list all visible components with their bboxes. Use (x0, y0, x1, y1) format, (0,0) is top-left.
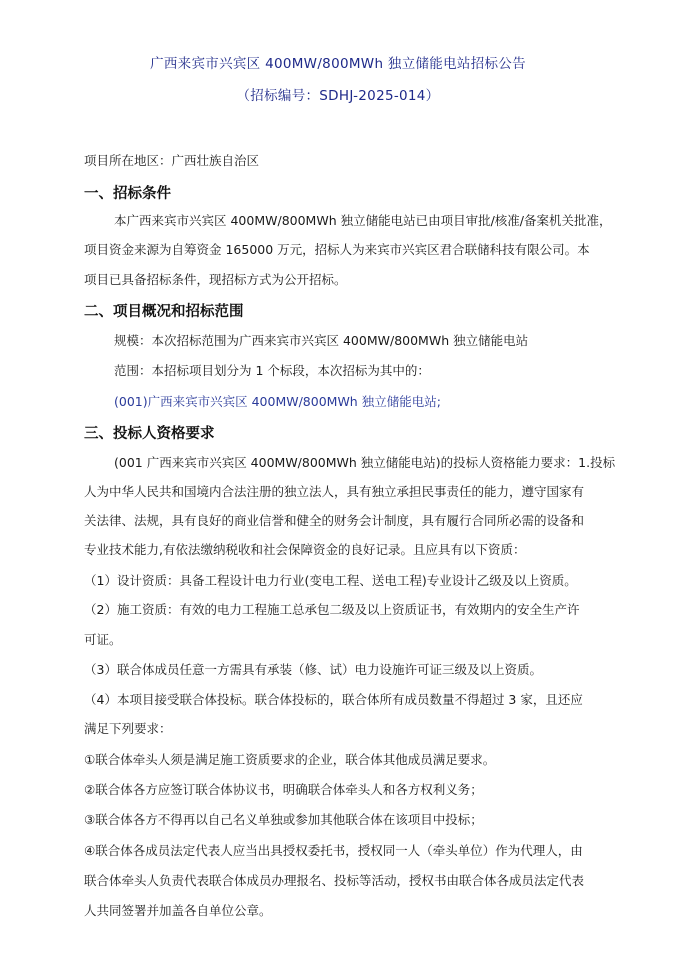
section-heading-3: 三、投标人资格要求 (84, 426, 215, 442)
section-2-line: 规模：本次招标范围为广西来宾市兴宾区 400MW/800MWh 独立储能电站 (114, 333, 529, 348)
section-3-line: （3）联合体成员任意一方需具有承装（修、试）电力设施许可证三级及以上资质。 (84, 662, 542, 677)
section-3-line: （1）设计资质：具备工程设计电力行业(变电工程、送电工程)专业设计乙级及以上资质。 (84, 573, 577, 588)
section-3-line: (001 广西来宾市兴宾区 400MW/800MWh 独立储能电站)的投标人资格能力要求：1.投标 (114, 455, 616, 470)
section-3-line: 可证。 (84, 632, 122, 647)
tender-number: （招标编号：SDHJ-2025-014） (236, 88, 440, 104)
section-3-line: （2）施工资质：有效的电力工程施工总承包二级及以上资质证书，有效期内的安全生产许 (84, 602, 580, 617)
section-3-line: 专业技术能力,有依法缴纳税收和社会保障资金的良好记录。且应具有以下资质： (84, 542, 526, 557)
section-3-line: 人共同签署并加盖各自单位公章。 (84, 903, 272, 918)
section-3-line: ②联合体各方应签订联合体协议书，明确联合体牵头人和各方权利义务； (84, 782, 483, 797)
section-3-line: 人为中华人民共和国境内合法注册的独立法人，具有独立承担民事责任的能力，遵守国家有 (84, 484, 585, 499)
document-title: 广西来宾市兴宾区 400MW/800MWh 独立储能电站招标公告 (150, 56, 526, 72)
section-2-line: 范围：本招标项目划分为 1 个标段，本次招标为其中的： (114, 363, 430, 378)
section-3-line: ③联合体各方不得再以自己名义单独或参加其他联合体在该项目中投标； (84, 812, 483, 827)
section-heading-2: 二、项目概况和招标范围 (84, 304, 244, 320)
section-3-line: 关法律、法规，具有良好的商业信誉和健全的财务会计制度，具有履行合同所必需的设备和 (84, 513, 585, 528)
region-line: 项目所在地区：广西壮族自治区 (84, 153, 260, 168)
section-3-line: 联合体牵头人负责代表联合体成员办理报名、投标等活动，授权书由联合体各成员法定代表 (84, 873, 585, 888)
section-3-line: ①联合体牵头人须是满足施工资质要求的企业，联合体其他成员满足要求。 (84, 752, 496, 767)
section-3-line: （4）本项目接受联合体投标。联合体投标的，联合体所有成员数量不得超过 3 家，且还应 (84, 692, 583, 707)
section-3-line: 满足下列要求： (84, 721, 172, 736)
section-1-line: 项目资金来源为自筹资金 165000 万元，招标人为来宾市兴宾区君合联储科技有限公司。本 (84, 242, 590, 257)
section-1-line: 本广西来宾市兴宾区 400MW/800MWh 独立储能电站已由项目审批/核准/备案机关批准， (114, 213, 612, 228)
section-1-line: 项目已具备招标条件，现招标方式为公开招标。 (84, 272, 347, 287)
section-3-line: ④联合体各成员法定代表人应当出具授权委托书，授权同一人（牵头单位）作为代理人，由 (84, 843, 583, 858)
section-heading-1: 一、招标条件 (84, 186, 171, 202)
section-2-line: (001)广西来宾市兴宾区 400MW/800MWh 独立储能电站; (114, 394, 441, 409)
